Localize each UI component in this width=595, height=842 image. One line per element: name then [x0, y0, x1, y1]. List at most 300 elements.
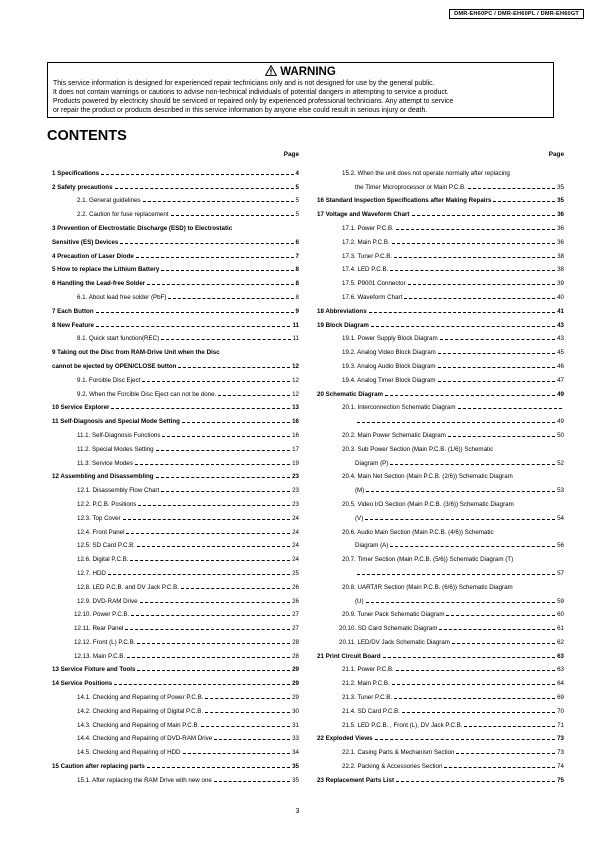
- toc-entry[interactable]: [52, 164, 299, 178]
- toc-entry-page: 5: [295, 183, 299, 191]
- toc-entry-label: 11 Self-Diagnosis and Special Mode Setting: [52, 418, 180, 426]
- toc-leader-line: [404, 298, 555, 299]
- toc-entry-page: 46: [557, 362, 564, 370]
- toc-entry-page: 64: [557, 680, 564, 688]
- toc-entry-label: Diagram (A): [355, 542, 389, 550]
- toc-entry[interactable]: [317, 537, 564, 551]
- toc-entry[interactable]: [52, 688, 299, 702]
- toc-entry[interactable]: [317, 454, 564, 468]
- toc-entry-label: 17.4. LED P.C.B.: [342, 266, 389, 274]
- toc-leader-line: [375, 739, 556, 740]
- toc-leader-line: [161, 339, 290, 340]
- toc-entry-page: 8: [295, 266, 299, 274]
- toc-leader-line: [156, 477, 291, 478]
- toc-entry[interactable]: [317, 757, 564, 771]
- warning-title: WARNING: [280, 66, 336, 78]
- toc-entry[interactable]: [317, 385, 564, 399]
- toc-entry-page: 12: [292, 362, 299, 370]
- toc-leader-line: [440, 339, 556, 340]
- toc-entry-label: 1 Specifications: [52, 169, 100, 177]
- warning-heading: [53, 65, 548, 79]
- toc-entry[interactable]: [52, 633, 299, 647]
- toc-entry-label: 5 How to replace the Lithium Battery: [52, 266, 160, 274]
- toc-entry-page: 29: [292, 680, 299, 688]
- toc-entry-label: 12.8. LED P.C.B. and DV Jack P.C.B.: [77, 583, 179, 591]
- toc-entry-label: 7 Each Button: [52, 307, 94, 315]
- toc-leader-line: [96, 312, 294, 313]
- toc-entry-page: 41: [557, 307, 564, 315]
- toc-leader-line: [138, 505, 290, 506]
- toc-entry-label: 12.12. Front (L) P.C.B.: [74, 638, 136, 646]
- toc-entry-page: 49: [557, 390, 564, 398]
- toc-entry-page: 63: [557, 666, 564, 674]
- toc-leader-line: [390, 464, 555, 465]
- toc-entry[interactable]: [317, 592, 564, 606]
- toc-entry-label: 21 Print Circuit Board: [317, 652, 381, 660]
- toc-entry[interactable]: [52, 399, 299, 413]
- toc-entry[interactable]: [52, 606, 299, 620]
- toc-leader-line: [396, 229, 555, 230]
- toc-entry[interactable]: [52, 757, 299, 771]
- toc-entry[interactable]: [317, 412, 564, 426]
- toc-leader-line: [181, 588, 290, 589]
- toc-entry-label: 20.8. UART/IR Section (Main P.C.B. (6/6)) Schematic Diagram: [342, 583, 513, 591]
- toc-entry-label: 21.3. Tuner P.C.B.: [342, 694, 393, 702]
- warning-line: It does not contain warnings or cautions to advise non-technical individuals of potential dangers in attempting to service a product.: [53, 89, 449, 97]
- toc-entry-label: 11.3. Service Modes: [77, 459, 133, 467]
- toc-entry[interactable]: [52, 550, 299, 564]
- toc-entry-page: 38: [557, 252, 564, 260]
- toc-entry[interactable]: [317, 274, 564, 288]
- toc-entry[interactable]: [317, 164, 564, 178]
- toc-leader-line: [143, 201, 294, 202]
- toc-entry-page: 16: [292, 431, 299, 439]
- toc-leader-line: [365, 519, 555, 520]
- toc-entry[interactable]: [317, 316, 564, 330]
- toc-entry[interactable]: [52, 302, 299, 316]
- toc-entry[interactable]: [317, 205, 564, 219]
- toc-entry-label: 13 Service Fixture and Tools: [52, 666, 136, 674]
- toc-entry-label: 12.1. Disassembly Flow Chart: [77, 487, 160, 495]
- toc-leader-line: [135, 464, 290, 465]
- toc-entry[interactable]: [317, 440, 564, 454]
- toc-entry[interactable]: [52, 674, 299, 688]
- toc-entry-label: 19.4. Analog Timer Block Diagram: [342, 376, 436, 384]
- toc-entry-label: 19.2. Analog Video Block Diagram: [342, 349, 436, 357]
- toc-leader-line: [136, 257, 294, 258]
- page-column-header: Page: [548, 151, 564, 158]
- toc-entry[interactable]: [317, 730, 564, 744]
- toc-entry-label: 17.5. P9001 Connector: [342, 280, 406, 288]
- toc-entry-label: cannot be ejected by OPEN/CLOSE button: [52, 362, 177, 370]
- toc-leader-line: [123, 519, 291, 520]
- toc-entry-page: 47: [557, 376, 564, 384]
- toc-entry-label: 21.1. Power P.C.B.: [342, 666, 394, 674]
- toc-entry-label: 6.1. About lead free solder (PbF): [77, 293, 167, 301]
- toc-entry-page: 62: [557, 638, 564, 646]
- toc-entry-page: 26: [292, 597, 299, 605]
- toc-entry[interactable]: [317, 661, 564, 675]
- toc-left-column: [52, 150, 299, 785]
- toc-leader-line: [392, 243, 555, 244]
- toc-entry-label: 12.7. HDD: [77, 569, 106, 577]
- toc-entry-page: 27: [292, 625, 299, 633]
- toc-entry-page: 30: [292, 707, 299, 715]
- toc-entry-label: 12.10. Power P.C.B.: [74, 611, 130, 619]
- toc-entry[interactable]: [317, 633, 564, 647]
- toc-entry-page: 25: [292, 569, 299, 577]
- toc-entry[interactable]: [52, 537, 299, 551]
- toc-leader-line: [168, 298, 293, 299]
- toc-entry-page: 17: [292, 445, 299, 453]
- toc-leader-line: [402, 712, 555, 713]
- toc-entry[interactable]: [52, 178, 299, 192]
- toc-entry[interactable]: [52, 716, 299, 730]
- toc-entry-page: 34: [292, 749, 299, 757]
- toc-entry[interactable]: [317, 261, 564, 275]
- toc-entry[interactable]: [52, 730, 299, 744]
- toc-entry-label: 2.2. Caution for fuse replacement: [77, 211, 169, 219]
- toc-leader-line: [452, 643, 555, 644]
- toc-entry-label: 20.2. Main Power Schematic Diagram: [342, 431, 446, 439]
- toc-leader-line: [369, 312, 555, 313]
- toc-leader-line: [142, 381, 290, 382]
- toc-entry-page: 31: [292, 721, 299, 729]
- toc-leader-line: [147, 767, 290, 768]
- toc-entry-page: 63: [557, 652, 564, 660]
- toc-entry-label: Sensitive (ES) Devices: [52, 238, 119, 246]
- toc-entry[interactable]: [317, 509, 564, 523]
- toc-entry[interactable]: [317, 674, 564, 688]
- toc-entry-page: 29: [292, 694, 299, 702]
- toc-leader-line: [115, 188, 294, 189]
- toc-leader-line: [137, 643, 290, 644]
- toc-entry-label: 20.1. Interconnection Schematic Diagram: [342, 404, 456, 412]
- toc-entry[interactable]: [317, 371, 564, 385]
- toc-leader-line: [178, 367, 290, 368]
- toc-entry-page: 36: [557, 211, 564, 219]
- toc-leader-line: [468, 188, 555, 189]
- toc-entry-page: 24: [292, 514, 299, 522]
- toc-entry[interactable]: [317, 330, 564, 344]
- toc-entry[interactable]: [52, 440, 299, 454]
- warning-line: or repair the product or products described in this service information by anyone else could result in serious injury or death.: [53, 107, 428, 115]
- toc-entry[interactable]: [317, 399, 564, 413]
- toc-entry[interactable]: [52, 454, 299, 468]
- toc-leader-line: [125, 629, 290, 630]
- toc-entry[interactable]: [52, 661, 299, 675]
- toc-entry-label: 14.3. Checking and Repairing of Main P.C.B.: [77, 721, 200, 729]
- toc-entry[interactable]: [52, 743, 299, 757]
- toc-leader-line: [439, 629, 555, 630]
- toc-entry[interactable]: [317, 247, 564, 261]
- toc-entry[interactable]: [52, 385, 299, 399]
- contents-title: CONTENTS: [47, 128, 127, 144]
- toc-leader-line: [147, 284, 293, 285]
- toc-entry[interactable]: [52, 192, 299, 206]
- page-column-header: Page: [283, 151, 299, 158]
- toc-entry-label: 14.1. Checking and Repairing of Power P.C.B.: [77, 694, 204, 702]
- toc-entry-page: 36: [557, 224, 564, 232]
- toc-leader-line: [371, 326, 555, 327]
- toc-leader-line: [161, 491, 290, 492]
- toc-entry[interactable]: [52, 564, 299, 578]
- toc-entry[interactable]: [52, 233, 299, 247]
- toc-entry-label: 17.3. Tuner P.C.B.: [342, 252, 393, 260]
- toc-entry[interactable]: [317, 716, 564, 730]
- toc-entry-label: 20.10. SD Card Schematic Diagram: [339, 625, 438, 633]
- toc-entry-label: 16 Standard Inspection Specifications after Making Repairs: [317, 197, 492, 205]
- toc-entry-label: 14 Service Positions: [52, 680, 113, 688]
- toc-entry[interactable]: [52, 771, 299, 785]
- toc-entry-label: 4 Precaution of Laser Diode: [52, 252, 134, 260]
- toc-entry[interactable]: [52, 509, 299, 523]
- toc-entry-page: 70: [557, 707, 564, 715]
- toc-leader-line: [201, 726, 290, 727]
- toc-leader-line: [438, 353, 555, 354]
- toc-entry[interactable]: [52, 330, 299, 344]
- toc-leader-line: [127, 657, 290, 658]
- toc-leader-line: [96, 326, 291, 327]
- toc-entry[interactable]: [317, 564, 564, 578]
- toc-entry-label: 20.7. Timer Section (Main P.C.B. (5/6)) Schematic Diagram (T): [342, 556, 514, 564]
- toc-leader-line: [101, 174, 293, 175]
- toc-entry-label: 20.9. Tuner Pack Schematic Diagram: [342, 611, 445, 619]
- toc-entry-label: 20.3. Sub Power Section (Main P.C.B. (1/6)) Schematic: [342, 445, 494, 453]
- toc-leader-line: [446, 615, 555, 616]
- toc-leader-line: [392, 684, 555, 685]
- toc-entry[interactable]: [317, 219, 564, 233]
- toc-entry-label: 3 Prevention of Electrostatic Discharge (ESD) to Electrostatic: [52, 224, 233, 232]
- toc-leader-line: [444, 767, 555, 768]
- toc-entry[interactable]: [317, 619, 564, 633]
- toc-entry[interactable]: [317, 550, 564, 564]
- warning-line: This service information is designed for experienced repair technicians only and is not designed for use by the general public.: [53, 80, 435, 87]
- toc-leader-line: [162, 436, 290, 437]
- toc-entry-page: 28: [292, 638, 299, 646]
- toc-entry[interactable]: [52, 343, 299, 357]
- toc-entry-page: 43: [557, 321, 564, 329]
- toc-entry[interactable]: [52, 357, 299, 371]
- toc-entry[interactable]: [317, 702, 564, 716]
- toc-entry[interactable]: [317, 302, 564, 316]
- toc-right-column: [317, 150, 564, 785]
- toc-entry[interactable]: [317, 481, 564, 495]
- toc-entry[interactable]: [317, 178, 564, 192]
- toc-leader-line: [448, 436, 555, 437]
- toc-entry[interactable]: [317, 523, 564, 537]
- toc-entry-label: 17.6. Waveform Chart: [342, 293, 403, 301]
- toc-entry[interactable]: [317, 192, 564, 206]
- toc-entry-page: 8: [295, 280, 299, 288]
- toc-entry[interactable]: [52, 426, 299, 440]
- toc-entry[interactable]: [317, 343, 564, 357]
- toc-entry[interactable]: [317, 288, 564, 302]
- toc-entry[interactable]: [317, 606, 564, 620]
- toc-leader-line: [390, 270, 555, 271]
- toc-entry-page: 60: [557, 611, 564, 619]
- toc-entry[interactable]: [52, 578, 299, 592]
- toc-entry-page: 12: [292, 376, 299, 384]
- toc-entry[interactable]: [317, 647, 564, 661]
- toc-entry-label: (V): [355, 514, 364, 522]
- toc-leader-line: [438, 367, 556, 368]
- toc-entry-label: 6 Handling the Lead-free Solder: [52, 280, 146, 288]
- toc-leader-line: [161, 270, 293, 271]
- toc-entry[interactable]: [52, 468, 299, 482]
- toc-entry-label: 20.4. Main Net Section (Main P.C.B. (2/6)) Schematic Diagram: [342, 473, 513, 481]
- toc-entry-label: 12.9. DVD-RAM Drive: [77, 597, 138, 605]
- toc-entry-label: 12.13. Main P.C.B.: [74, 652, 126, 660]
- toc-entry-page: 12: [292, 390, 299, 398]
- toc-leader-line: [408, 284, 555, 285]
- toc-entry-page: 69: [557, 694, 564, 702]
- toc-entry-page: 8: [295, 293, 299, 301]
- toc-entry-label: 21.2. Main P.C.B.: [342, 680, 390, 688]
- toc-entry-page: 61: [557, 625, 564, 633]
- toc-entry-label: 15.1. After replacing the RAM Drive with new one: [77, 776, 212, 784]
- toc-entry-page: 19: [292, 459, 299, 467]
- toc-entry-page: 45: [557, 349, 564, 357]
- toc-entry-page: 11: [292, 335, 299, 343]
- toc-leader-line: [366, 491, 555, 492]
- toc-entry-page: 35: [292, 776, 299, 784]
- toc-entry-label: 18 Abbreviations: [317, 307, 367, 315]
- toc-entry-label: Diagram (P): [355, 459, 389, 467]
- toc-entry[interactable]: [52, 647, 299, 661]
- toc-leader-line: [218, 395, 290, 396]
- toc-entry-page: 28: [292, 652, 299, 660]
- toc-entry-label: 12.3. Top Cover: [77, 514, 121, 522]
- toc-entry-page: 13: [292, 404, 299, 412]
- toc-leader-line: [214, 739, 290, 740]
- toc-entry-label: 12.4. Front Panel: [77, 528, 125, 536]
- toc-entry[interactable]: [317, 495, 564, 509]
- toc-leader-line: [114, 684, 290, 685]
- toc-leader-line: [131, 615, 290, 616]
- toc-entry[interactable]: [317, 688, 564, 702]
- toc-entry-label: 8.1. Quick start function(REC): [77, 335, 160, 343]
- toc-leader-line: [493, 201, 555, 202]
- toc-entry-page: 73: [557, 749, 564, 757]
- warning-line: Products powered by electricity should be serviced or repaired only by experienced professional technicians. Any attempt to service: [53, 98, 454, 106]
- toc-entry-label: 12 Assembling and Disassembling: [52, 473, 154, 481]
- toc-leader-line: [137, 546, 290, 547]
- toc-entry-label: the Timer Microprocessor or Main P.C.B.: [355, 183, 466, 191]
- toc-entry[interactable]: [52, 523, 299, 537]
- toc-entry[interactable]: [52, 412, 299, 426]
- toc-entry-label: 23 Replacement Parts List: [317, 776, 395, 784]
- toc-entry[interactable]: [317, 468, 564, 482]
- toc-leader-line: [394, 257, 555, 258]
- toc-entry-label: 21.5. LED P.C.B. , Front (L), DV Jack P.C.B.: [342, 721, 463, 729]
- toc-entry-label: 17.2. Main P.C.B.: [342, 238, 390, 246]
- toc-entry-page: 52: [557, 459, 564, 467]
- toc-entry-label: 14.5. Checking and Repairing of HDD: [77, 749, 181, 757]
- toc-entry[interactable]: [52, 288, 299, 302]
- toc-entry-page: 36: [557, 238, 564, 246]
- toc-entry-page: 59: [557, 597, 564, 605]
- toc-leader-line: [394, 698, 555, 699]
- toc-entry-page: 6: [295, 238, 299, 246]
- toc-right-list: [317, 164, 564, 785]
- toc-entry-label: 20.5. Video I/O Section (Main P.C.B. (3/6)) Schematic Diagram: [342, 500, 514, 508]
- toc-leader-line: [383, 657, 556, 658]
- toc-entry[interactable]: [52, 481, 299, 495]
- toc-entry[interactable]: [52, 205, 299, 219]
- toc-leader-line: [171, 215, 294, 216]
- toc-leader-line: [140, 602, 291, 603]
- toc-leader-line: [120, 243, 293, 244]
- toc-entry-page: 29: [292, 666, 299, 674]
- toc-entry-page: 39: [557, 280, 564, 288]
- toc-leader-line: [456, 753, 555, 754]
- toc-leader-line: [464, 726, 555, 727]
- toc-entry-label: 22.2. Packing & Accessories Section: [342, 763, 443, 771]
- toc-entry-label: 12.11. Rear Panel: [74, 625, 124, 633]
- toc-entry[interactable]: [317, 233, 564, 247]
- toc-entry[interactable]: [52, 702, 299, 716]
- toc-leader-line: [357, 422, 555, 423]
- toc-leader-line: [396, 670, 555, 671]
- toc-entry-label: 10 Service Explorer: [52, 404, 110, 412]
- toc-entry-page: 9: [295, 307, 299, 315]
- toc-leader-line: [366, 602, 556, 603]
- toc-entry[interactable]: [52, 274, 299, 288]
- toc-entry[interactable]: [317, 743, 564, 757]
- toc-entry-label: (M): [355, 487, 365, 495]
- toc-entry[interactable]: [52, 592, 299, 606]
- toc-entry-page: 23: [292, 500, 299, 508]
- toc-entry-label: 19.3. Analog Audio Block Diagram: [342, 362, 436, 370]
- toc-entry-label: 12.6. Digital P.C.B.: [77, 556, 129, 564]
- warning-triangle-icon: [265, 65, 277, 76]
- toc-leader-line: [156, 450, 291, 451]
- toc-entry-label: 17.1. Power P.C.B.: [342, 224, 394, 232]
- toc-entry-label: 2.1. General guidelines: [77, 197, 141, 205]
- toc-entry-label: 2 Safety precautions: [52, 183, 113, 191]
- toc-entry-label: 8 New Feature: [52, 321, 94, 329]
- toc-leader-line: [205, 698, 290, 699]
- toc-entry-label: 20.11. LED/DV Jack Schematic Diagram: [339, 638, 450, 646]
- toc-leader-line: [438, 381, 556, 382]
- toc-entry-page: 24: [292, 542, 299, 550]
- toc-leader-line: [108, 574, 290, 575]
- toc-entry[interactable]: [52, 495, 299, 509]
- toc-leader-line: [385, 395, 555, 396]
- toc-entry[interactable]: [52, 619, 299, 633]
- toc-entry[interactable]: [317, 426, 564, 440]
- toc-entry[interactable]: [317, 357, 564, 371]
- toc-entry[interactable]: [52, 261, 299, 275]
- toc-entry-label: 19.1. Power Supply Block Diagram: [342, 335, 438, 343]
- toc-entry-label: (U): [355, 597, 364, 605]
- toc-entry[interactable]: [317, 771, 564, 785]
- toc-leader-line: [130, 560, 290, 561]
- toc-entry[interactable]: [52, 371, 299, 385]
- toc-entry[interactable]: [52, 219, 299, 233]
- toc-entry[interactable]: [317, 578, 564, 592]
- toc-entry-page: 43: [557, 335, 564, 343]
- toc-entry-page: 54: [557, 514, 564, 522]
- toc-entry[interactable]: [52, 316, 299, 330]
- toc-entry-page: 38: [557, 266, 564, 274]
- toc-entry-page: 11: [292, 321, 299, 329]
- toc-leader-line: [396, 781, 555, 782]
- toc-entry-page: 24: [292, 528, 299, 536]
- toc-entry[interactable]: [52, 247, 299, 261]
- toc-entry-page: 23: [292, 473, 299, 481]
